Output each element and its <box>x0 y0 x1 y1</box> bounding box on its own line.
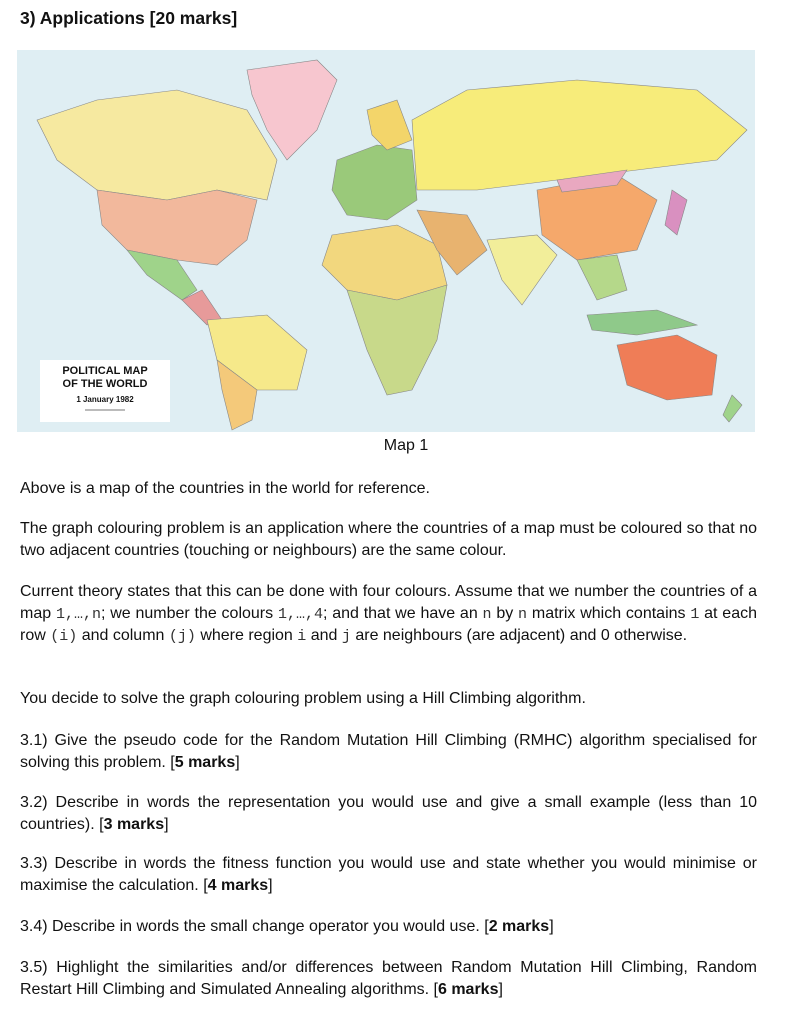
text: 3.2) Describe in words the representation you would use and give a small example (less than 10 countries). [ <box>20 794 757 833</box>
world-map <box>17 50 755 432</box>
section-heading: 3) Applications [20 marks] <box>20 8 238 28</box>
marks: 2 marks <box>488 918 550 935</box>
question-3-3 <box>20 853 757 896</box>
text: are neighbours (are adjacent) and 0 otherwise. <box>350 627 688 644</box>
text: ] <box>549 918 554 935</box>
text: 3.3) Describe in words the fitness function you would use and state whether you would minimise or maximise the calculation. [ <box>20 855 757 894</box>
marks: 4 marks <box>207 876 269 894</box>
text: ] <box>164 815 169 833</box>
canada <box>37 90 277 200</box>
india <box>487 235 557 305</box>
map-legend <box>40 360 170 422</box>
text: 3.5) Highlight the similarities and/or differences between Random Mutation Hill Climbing, Random Restart Hill Climbing and Simulated Annealing algorithms. [ <box>20 959 757 998</box>
text: Current theory states that this can be done with four colours. Assume that we number the countries of a map <box>20 583 757 622</box>
decide-paragraph: You decide to solve the graph colouring problem using a Hill Climbing algorithm. <box>20 690 586 707</box>
japan <box>665 190 687 235</box>
code: i <box>297 628 307 645</box>
intro-paragraph: Above is a map of the countries in the world for reference. <box>20 480 430 497</box>
text: 3.4) Describe in words the small change operator you would use. [ <box>20 918 489 935</box>
code: (j) <box>168 628 196 645</box>
southeast-asia <box>577 255 627 300</box>
text: ] <box>268 876 273 894</box>
legend-title-line-1: POLITICAL MAP <box>62 365 148 377</box>
code: n <box>482 605 492 623</box>
legend-title-line-2: OF THE WORLD <box>62 378 148 390</box>
question-3-2 <box>20 792 757 835</box>
question-3-1 <box>20 730 757 773</box>
ussr <box>412 80 747 190</box>
text: by <box>491 604 519 622</box>
text: at each row <box>20 604 757 644</box>
australia <box>617 335 717 400</box>
marks: 5 marks <box>174 753 236 771</box>
code: 1,…,4 <box>277 605 323 623</box>
africa-south <box>347 285 447 395</box>
legend-fine-print <box>85 409 125 411</box>
theory-paragraph <box>20 581 757 648</box>
problem-paragraph: The graph colouring problem is an application where the countries of a map must be coloured so that no two adjacent countries (touching or neighbours) are the same colour. <box>20 520 757 559</box>
legend-date: 1 January 1982 <box>76 395 134 404</box>
marks: 3 marks <box>103 815 165 833</box>
text: matrix which contains <box>527 604 691 622</box>
question-3-5 <box>20 957 757 1000</box>
code: j <box>341 628 351 645</box>
africa-north <box>322 225 447 300</box>
code: n <box>518 605 528 623</box>
text: where region <box>195 627 298 644</box>
text: ; and that we have an <box>322 604 483 622</box>
scandinavia <box>367 100 412 150</box>
code: 1 <box>690 605 700 623</box>
code: 1,…,n <box>55 605 101 623</box>
question-3-4 <box>20 916 757 938</box>
marks: 6 marks <box>437 980 499 998</box>
map-caption: Map 1 <box>383 437 429 454</box>
text: 3.1) Give the pseudo code for the Random Mutation Hill Climbing (RMHC) algorithm specialised for solving this problem. [ <box>20 732 757 771</box>
text: ; we number the colours <box>100 604 278 622</box>
text: ] <box>498 980 503 998</box>
text: ] <box>235 753 240 771</box>
code: (i) <box>50 628 78 645</box>
indonesia <box>587 310 697 335</box>
europe <box>332 145 417 220</box>
usa <box>97 190 257 265</box>
new-zealand <box>723 395 742 422</box>
text: and <box>306 627 342 644</box>
text: and column <box>77 627 169 644</box>
